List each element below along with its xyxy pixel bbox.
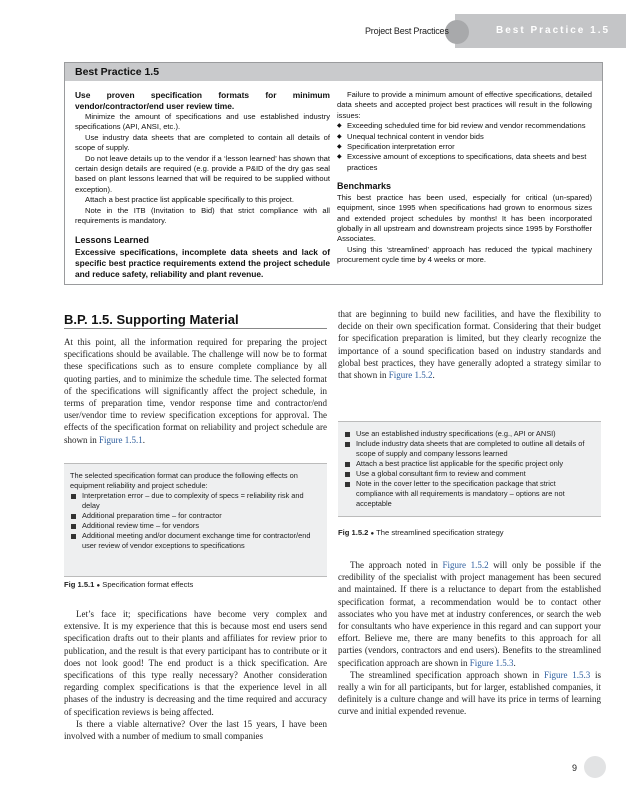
body-text: . bbox=[142, 434, 146, 445]
figure-link[interactable]: Figure 1.5.1 bbox=[99, 434, 143, 445]
figure-link[interactable]: Figure 1.5.2 bbox=[442, 560, 489, 570]
body-text: Is there a viable alternative? Over the last 15 years, I have been involved with a number of medium to small companies bbox=[64, 718, 327, 742]
figure-1-5-1-caption: Fig 1.5.1 ● Specification format effects bbox=[64, 580, 194, 589]
failure-intro: Failure to provide a minimum amount of effective specifications, detailed data sheets and accepted project best practices will result in the following issues: bbox=[337, 90, 592, 120]
body-text: The streamlined specification approach shown in bbox=[350, 669, 544, 680]
issue-item: ◆ Excessive amount of exceptions to specifications, data sheets and best practices bbox=[337, 152, 592, 173]
body-right-para-1 bbox=[338, 308, 601, 381]
benchmarks-heading: Benchmarks bbox=[337, 181, 392, 192]
figure-list-item: Use a global consultant firm to review and comment bbox=[344, 469, 594, 479]
figure-list bbox=[344, 429, 594, 509]
body-text: is really a win for all participants, but for larger, established companies, it definitely is a culture change and will have its price in terms of learning curve and initial expended revenue. bbox=[338, 669, 601, 717]
best-practice-para: Minimize the amount of specifications and use established industry specifications (API, ANSI, etc.). bbox=[75, 112, 330, 132]
caption-text: The streamlined specification strategy bbox=[376, 528, 504, 537]
page-number: 9 bbox=[572, 763, 578, 773]
figure-1-5-2-caption: Fig 1.5.2 ● The streamlined specification strategy bbox=[338, 528, 504, 537]
best-practice-para: Do not leave details up to the vendor if a ‘lesson learned’ has shown that certain design details are required (e.g. provide a P&ID of the dry gas seal based on plant lessons learned that will be required to be supplied without exception). bbox=[75, 153, 330, 194]
best-practice-left-column bbox=[75, 90, 330, 280]
figure-list-item: Additional meeting and/or document exchange time for contractor/end user review of vendor exceptions to specifications bbox=[70, 531, 320, 551]
issue-item: ◆ Specification interpretation error bbox=[337, 142, 592, 152]
caption-text: Specification format effects bbox=[102, 580, 194, 589]
section-heading: B.P. 1.5. Supporting Material bbox=[64, 312, 239, 327]
benchmarks-para: This best practice has been used, especially for critical (un-spared) equipment, since 1995 when specifications had grown to enormous sizes and extended project schedules by months! It has been incorporated globally in all upstream and downstream projects since 1995 by Forsthoffer Associates. bbox=[337, 192, 592, 244]
best-practice-para: Use industry data sheets that are completed to contain all details of scope of supply. bbox=[75, 132, 330, 153]
body-text: . bbox=[513, 657, 516, 668]
body-text: . bbox=[432, 370, 435, 381]
body-text: will only be possible if the credibility of the specialist with project management has been secured and maintained. If there is a reluctance to depart from the established specification format, a recommendation would be to contact other associates who you have met at industry conferences, or search the web for consultants who have experience in this regard and can support your effort. Believe me, there are many benefits to this approach for all parties (vendors, contractors and end users). Benefits to the streamlined specification approach are shown in bbox=[338, 560, 601, 668]
body-text: The approach noted in bbox=[350, 560, 443, 570]
figure-list-item: Use an established industry specifications (e.g., API or ANSI) bbox=[344, 429, 594, 439]
issues-list bbox=[337, 121, 592, 173]
figure-link[interactable]: Figure 1.5.2 bbox=[388, 370, 433, 381]
body-text: that are beginning to build new facilities, and have the flexibility to decide on their own specification format. Considering that their budget for specification preparation is limited, but they clearly recognize the importance of a sound specification based on industry standards and global best practices, they have generally adopted a strategy similar to that shown in bbox=[338, 309, 601, 381]
best-practice-box bbox=[64, 62, 603, 285]
figure-1-5-2-box bbox=[338, 421, 601, 517]
section-heading-rule bbox=[64, 328, 327, 329]
body-left-para-1 bbox=[64, 336, 327, 446]
lessons-learned-text: Excessive specifications, incomplete data sheets and lack of specific best practice requirements extend the project schedule and reduce safety, reliability and plant revenue. bbox=[75, 247, 330, 280]
body-right-para-2 bbox=[338, 559, 601, 718]
caption-number: Fig 1.5.1 bbox=[64, 580, 95, 589]
running-header-title: Project Best Practices bbox=[365, 26, 449, 36]
best-practice-heading: Use proven specification formats for minimum vendor/contractor/end user review time. bbox=[75, 90, 330, 111]
figure-1-5-1-box bbox=[64, 463, 327, 577]
issue-item: ◆ Exceeding scheduled time for bid review and vendor recommendations bbox=[337, 121, 592, 131]
figure-link[interactable]: Figure 1.5.3 bbox=[469, 657, 514, 668]
best-practice-title-bar bbox=[65, 63, 602, 81]
figure-list-item: Note in the cover letter to the specification package that strict compliance with all requirements is mandatory – options are not acceptable bbox=[344, 479, 594, 509]
body-text: Let’s face it; specifications have become very complex and extensive. It is my experience that this is because most end users send specification drafts out to their plants and affiliates for review prior to publication, and the result is that every participant has to contribute or it does not look good! The end product is a thick specification. Are specifications of this type really necessary? Another consideration regarding complex specifications is that the experience level in all phases of the industry is decreasing and the time required and accuracy of specification reviews is being affected. bbox=[64, 609, 327, 717]
best-practice-para: Note in the ITB (Invitation to Bid) that strict compliance with all requirements is mandatory. bbox=[75, 205, 330, 226]
figure-link[interactable]: Figure 1.5.3 bbox=[543, 669, 591, 680]
best-practice-para: Attach a best practice list applicable specifically to this project. bbox=[85, 195, 294, 205]
body-left-para-2 bbox=[64, 608, 327, 742]
figure-list-item: Interpretation error – due to complexity of specs = reliability risk and delay bbox=[70, 491, 320, 511]
figure-list-item: Additional review time – for vendors bbox=[70, 521, 320, 531]
running-header-section: Best Practice 1.5 bbox=[496, 25, 611, 36]
best-practice-right-column bbox=[337, 90, 592, 266]
body-text: At this point, all the information required for preparing the project specifications should be available. The challenge will now be to format these specifications such as to ensure complete compliance by all quoting parties, and to minimize the schedule time. The selected format of the specifications will significantly affect the project schedule, in terms of preparation time, vendor response time and contractor/end user/vendor time to review specification exceptions for approval. The effects of the specification format on reliability and project schedule are shown in bbox=[64, 337, 327, 445]
issue-item: ◆ Unequal technical content in vendor bids bbox=[337, 132, 592, 142]
figure-list-item: Include industry data sheets that are completed to outline all details of scope of supply and company lessons learned bbox=[344, 439, 594, 459]
figure-intro: The selected specification format can produce the following effects on equipment reliability and project schedule: bbox=[70, 471, 298, 490]
figure-list-item: Additional preparation time – for contractor bbox=[70, 511, 320, 521]
caption-number: Fig 1.5.2 bbox=[338, 528, 369, 537]
page-number-circle bbox=[584, 756, 606, 778]
figure-list-item: Attach a best practice list applicable for the specific project only bbox=[344, 459, 594, 469]
lessons-learned-heading: Lessons Learned bbox=[75, 235, 150, 246]
benchmarks-para: Using this ‘streamlined’ approach has reduced the typical machinery procurement cycle time by 4 weeks or more. bbox=[337, 244, 592, 265]
figure-list bbox=[70, 491, 320, 551]
best-practice-title: Best Practice 1.5 bbox=[75, 66, 160, 78]
